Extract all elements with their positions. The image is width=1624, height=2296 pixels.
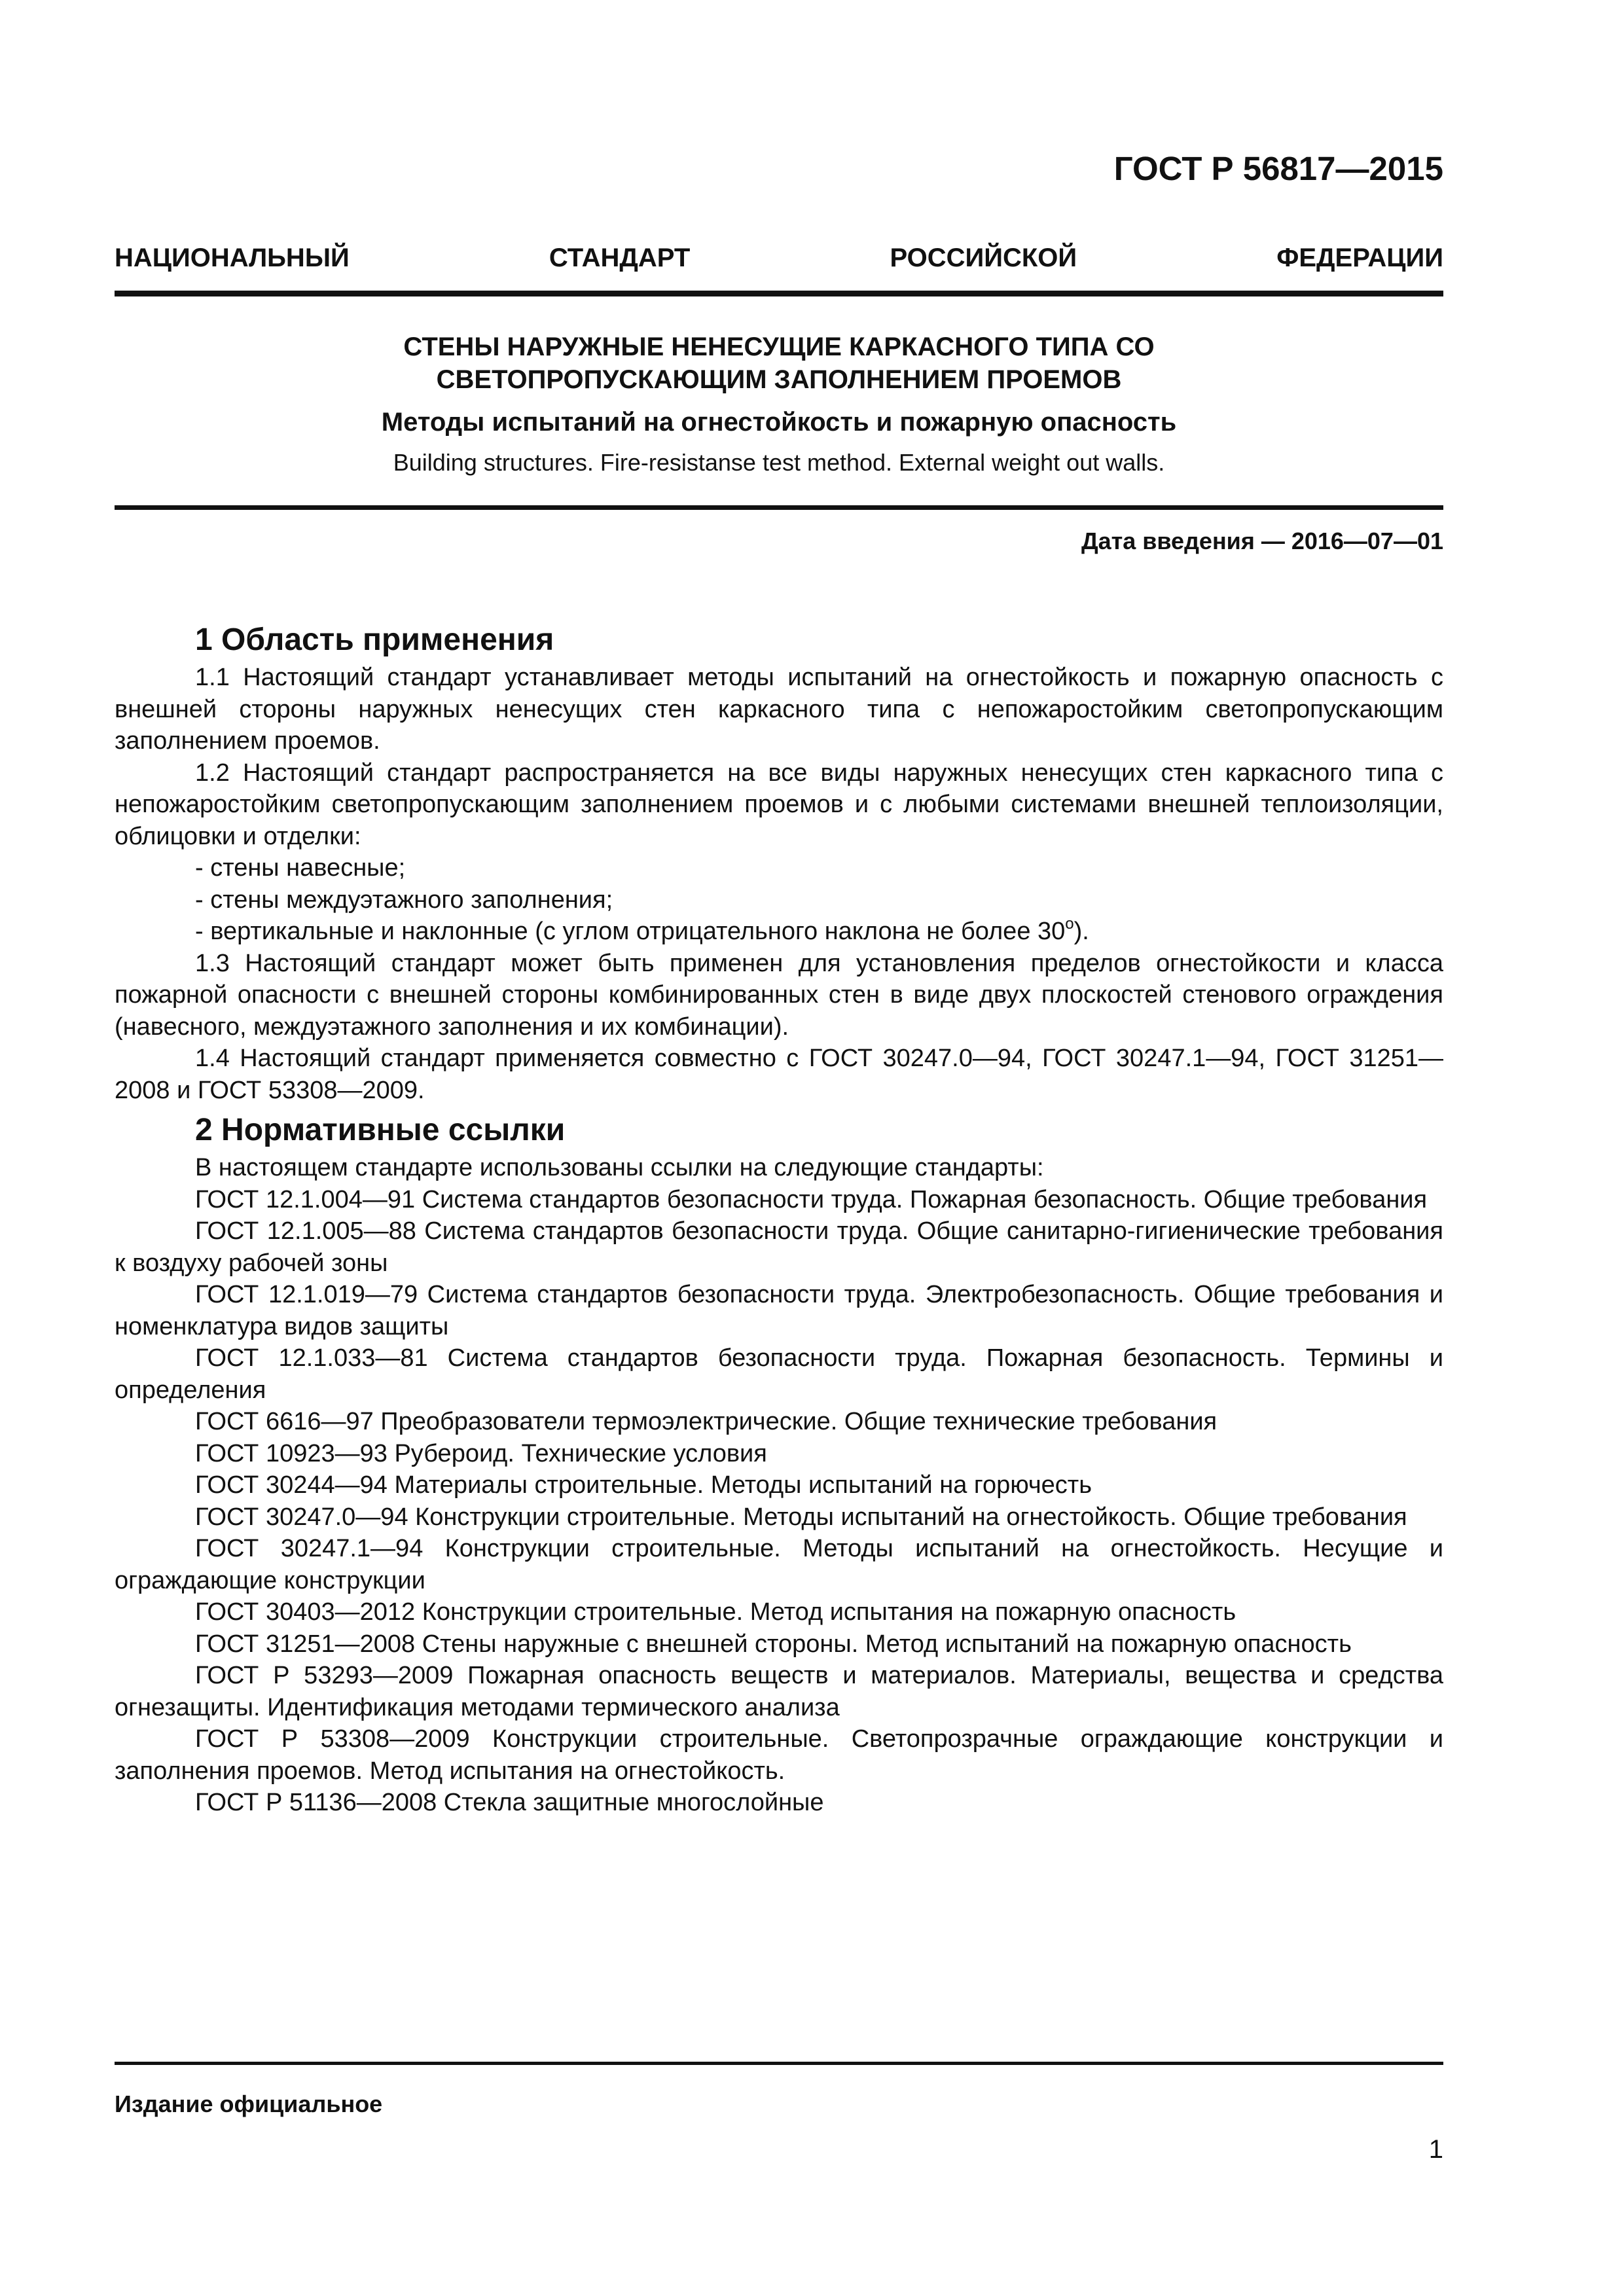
title-rule: [115, 505, 1443, 510]
section-2-heading: 2 Нормативные ссылки: [195, 1113, 566, 1147]
paragraph-1-3: 1.3 Настоящий стандарт может быть применен для установления пределов огнестойкости и класса пожарной опасности с внешней стороны комбинированных стен в виде двух плоскостей стенового ограждения (навесного, междуэтажного заполнения и их комбинации).: [115, 949, 1443, 1041]
list-item: - стены навесные;: [195, 854, 406, 882]
document-number: ГОСТ Р 56817—2015: [1113, 150, 1443, 187]
paragraph-1-1: 1.1 Настоящий стандарт устанавливает методы испытаний на огнестойкость и пожарную опасность с внешней стороны наружных ненесущих стен каркасного типа с непожаростойким светопропускающим заполнением проемов.: [115, 664, 1443, 755]
reference-item: ГОСТ 30247.1—94 Конструкции строительные. Методы испытаний на огнестойкость. Несущие и ограждающие конструкции: [115, 1535, 1443, 1594]
reference-item: ГОСТ 12.1.004—91 Система стандартов безопасности труда. Пожарная безопасность. Общие требования: [195, 1185, 1428, 1213]
reference-item: ГОСТ 12.1.005—88 Система стандартов безопасности труда. Общие санитарно-гигиенические требования к воздуху рабочей зоны: [115, 1217, 1443, 1277]
title-line-1: СТЕНЫ НАРУЖНЫЕ НЕНЕСУЩИЕ КАРКАСНОГО ТИПА СО: [403, 332, 1155, 361]
reference-item: ГОСТ Р 51136—2008 Стекла защитные многослойные: [195, 1789, 824, 1816]
reference-item: ГОСТ Р 53308—2009 Конструкции строительные. Светопрозрачные ограждающие конструкции и заполнения проемов. Метод испытания на огнестойкость.: [115, 1725, 1443, 1785]
list-item: [115, 916, 1443, 948]
english-title: Building structures. Fire-resistanse test method. External weight out walls.: [393, 449, 1165, 476]
title-line-2: СВЕТОПРОПУСКАЮЩИМ ЗАПОЛНЕНИЕМ ПРОЕМОВ: [436, 365, 1122, 394]
title-block: [115, 331, 1443, 476]
reference-item: ГОСТ 12.1.019—79 Система стандартов безопасности труда. Электробезопасность. Общие требования и номенклатура видов защиты: [115, 1281, 1443, 1340]
reference-item: ГОСТ 10923—93 Рубероид. Технические условия: [195, 1439, 767, 1467]
reference-item: ГОСТ 30247.0—94 Конструкции строительные. Методы испытаний на огнестойкость. Общие требования: [195, 1503, 1407, 1531]
document-subtitle: Методы испытаний на огнестойкость и пожарную опасность: [381, 408, 1177, 437]
national-standard-heading: НАЦИОНАЛЬНЫЙ СТАНДАРТ РОССИЙСКОЙ ФЕДЕРАЦИИ: [115, 243, 1443, 272]
introduction-date: Дата введения — 2016—07—01: [1081, 528, 1443, 554]
reference-item: ГОСТ 12.1.033—81 Система стандартов безопасности труда. Пожарная безопасность. Термины и определения: [115, 1344, 1443, 1404]
paragraph-1-4: 1.4 Настоящий стандарт применяется совместно с ГОСТ 30247.0—94, ГОСТ 30247.1—94, ГОСТ 31251—2008 и ГОСТ 53308—2009.: [115, 1045, 1443, 1104]
paragraph-1-2: 1.2 Настоящий стандарт распространяется на все виды наружных ненесущих стен каркасного типа с непожаростойким светопропускающим заполнением проемов и с любыми системами внешней теплоизоляции, облицовки и отделки:: [115, 759, 1443, 850]
reference-item: ГОСТ 31251—2008 Стены наружные с внешней стороны. Метод испытаний на пожарную опасность: [195, 1630, 1352, 1658]
list-item-text: - вертикальные и наклонные (с углом отрицательного наклона не более 30: [195, 918, 1066, 945]
list-item: - стены междуэтажного заполнения;: [195, 886, 613, 914]
page-number: 1: [1428, 2135, 1443, 2164]
references-intro: В настоящем стандарте использованы ссылки на следующие стандарты:: [195, 1154, 1044, 1181]
reference-item: ГОСТ Р 53293—2009 Пожарная опасность веществ и материалов. Материалы, вещества и средства огнезащиты. Идентификация методами термического анализа: [115, 1662, 1443, 1721]
list-item-end: ).: [1074, 918, 1089, 945]
reference-item: ГОСТ 30244—94 Материалы строительные. Методы испытаний на горючесть: [195, 1471, 1092, 1499]
edition-label: Издание официальное: [115, 2090, 383, 2117]
footer-rule: [115, 2062, 1443, 2065]
reference-item: ГОСТ 30403—2012 Конструкции строительные. Метод испытания на пожарную опасность: [195, 1598, 1236, 1626]
degree-superscript: о: [1065, 915, 1074, 933]
document-body: [115, 619, 1443, 1819]
section-1-heading: 1 Область применения: [195, 622, 554, 657]
reference-item: ГОСТ 6616—97 Преобразователи термоэлектрические. Общие технические требования: [195, 1408, 1218, 1435]
header-rule: [115, 291, 1443, 296]
